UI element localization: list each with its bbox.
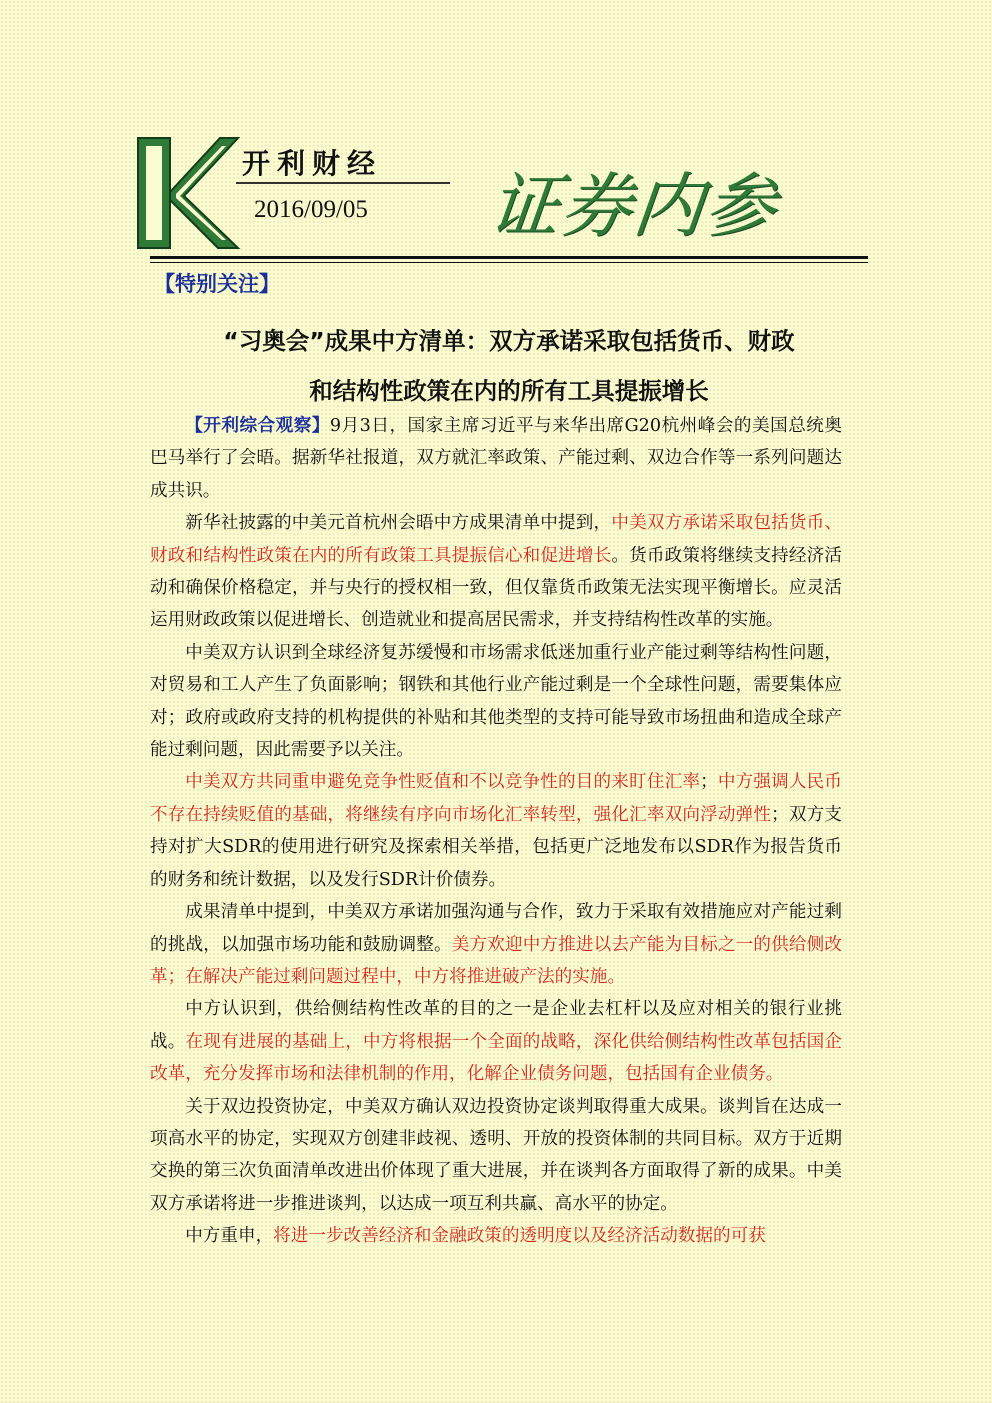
kaili-logo-k-icon <box>134 134 242 252</box>
paragraph-text: 中美双方认识到全球经济复苏缓慢和市场需求低迷加重行业产能过剩等结构性问题，对贸易和工人产生了负面影响；钢铁和其他行业产能过剩是一个全球性问题，需要集体应对；政府或政府支持的机构提供的补贴和其他类型的支持可能导致市场扭曲和造成全球产能过剩问题，因此需要予以关注。 <box>150 642 842 761</box>
paragraph-text: ；双方支持对扩大SDR的使用进行研究及探索相关举措，包括更广泛地发布以SDR作为报告货币的财务和统计数据，以及发行SDR计价债券。 <box>150 804 842 890</box>
masthead-title: 证券内参 <box>485 165 782 247</box>
section-tag: 【特别关注】 <box>154 272 280 296</box>
paragraph-3 <box>150 637 842 767</box>
paragraph-text: 。货币政策将继续支持经济活动和确保价格稳定，并与央行的授权相一致，但仅靠货币政策无法实现平衡增长。应灵活运用财政政策以促进增长、创造就业和提高居民需求，并支持结构性改革的实施。 <box>150 545 842 631</box>
paragraph-text: 关于双边投资协定，中美双方确认双边投资协定谈判取得重大成果。谈判旨在达成一项高水平的协定，实现双方创建非歧视、透明、开放的投资体制的共同目标。双方于近期交换的第三次负面清单改进出价体现了重大进展，并在谈判各方面取得了新的成果。中美双方承诺将进一步推进谈判，以达成一项互利共赢、高水平的协定。 <box>150 1096 842 1214</box>
paragraph-4 <box>150 766 842 896</box>
paragraph-text: 9月3日，国家主席习近平与来华出席G20杭州峰会的美国总统奥巴马举行了会晤。据新华社报道，双方就汇率政策、产能过剩、双边合作等一系列问题达成共识。 <box>150 416 842 501</box>
source-tag: 【开利综合观察】 <box>185 416 330 436</box>
paragraph-text: 中方重申， <box>185 1226 274 1247</box>
masthead-rule-thin <box>150 262 868 263</box>
article-headline <box>150 316 868 416</box>
paragraph-text: 成果清单中提到，中美双方承诺加强沟通与合作，致力于采取有效措施应对产能过剩的挑战，以加强市场功能和鼓励调整。 <box>150 902 842 955</box>
paragraph-text: 新华社披露的中美元首杭州会晤中方成果清单中提到， <box>185 513 612 534</box>
masthead-rule-thick <box>150 256 868 259</box>
highlighted-text: 中美双方承诺采取包括货币、财政和结构性政策在内的所有政策工具提振信心和促进增长 <box>150 513 842 566</box>
paragraph-text: 中方认识到，供给侧结构性改革的目的之一是企业去杠杆以及应对相关的银行业挑战。 <box>150 999 842 1052</box>
paragraph-1 <box>150 410 842 507</box>
paragraph-8 <box>150 1220 842 1252</box>
highlighted-text: 中美双方共同重申避免竞争性贬值和不以竞争性的目的来盯住汇率 <box>185 772 701 793</box>
brand-name: 开利财经 <box>242 147 383 180</box>
paragraph-7 <box>150 1091 842 1221</box>
highlighted-text: 美方欢迎中方推进以去产能为目标之一的供给侧改革；在解决产能过剩问题过程中，中方将推进破产法的实施。 <box>150 934 842 987</box>
article-body <box>150 410 842 1253</box>
headline-line-2: 和结构性政策在内的所有工具提振增长 <box>309 377 709 405</box>
paragraph-5 <box>150 896 842 993</box>
issue-date: 2016/09/05 <box>254 196 368 223</box>
highlighted-text: 在现有进展的基础上，中方将根据一个全面的战略，深化供给侧结构性改革包括国企改革，充分发挥市场和法律机制的作用，化解企业债务问题，包括国有企业债务。 <box>150 1031 842 1085</box>
highlighted-text: 中方强调人民币不存在持续贬值的基础，将继续有序向市场化汇率转型，强化汇率双向浮动弹性 <box>150 772 842 825</box>
paragraph-6 <box>150 993 842 1090</box>
paragraph-text: ； <box>700 772 718 793</box>
brand-divider <box>236 182 450 184</box>
headline-line-1: “习奥会”成果中方清单：双方承诺采取包括货币、财政 <box>223 327 795 355</box>
paragraph-2 <box>150 507 842 637</box>
highlighted-text: 将进一步改善经济和金融政策的透明度以及经济活动数据的可获 <box>273 1226 766 1247</box>
